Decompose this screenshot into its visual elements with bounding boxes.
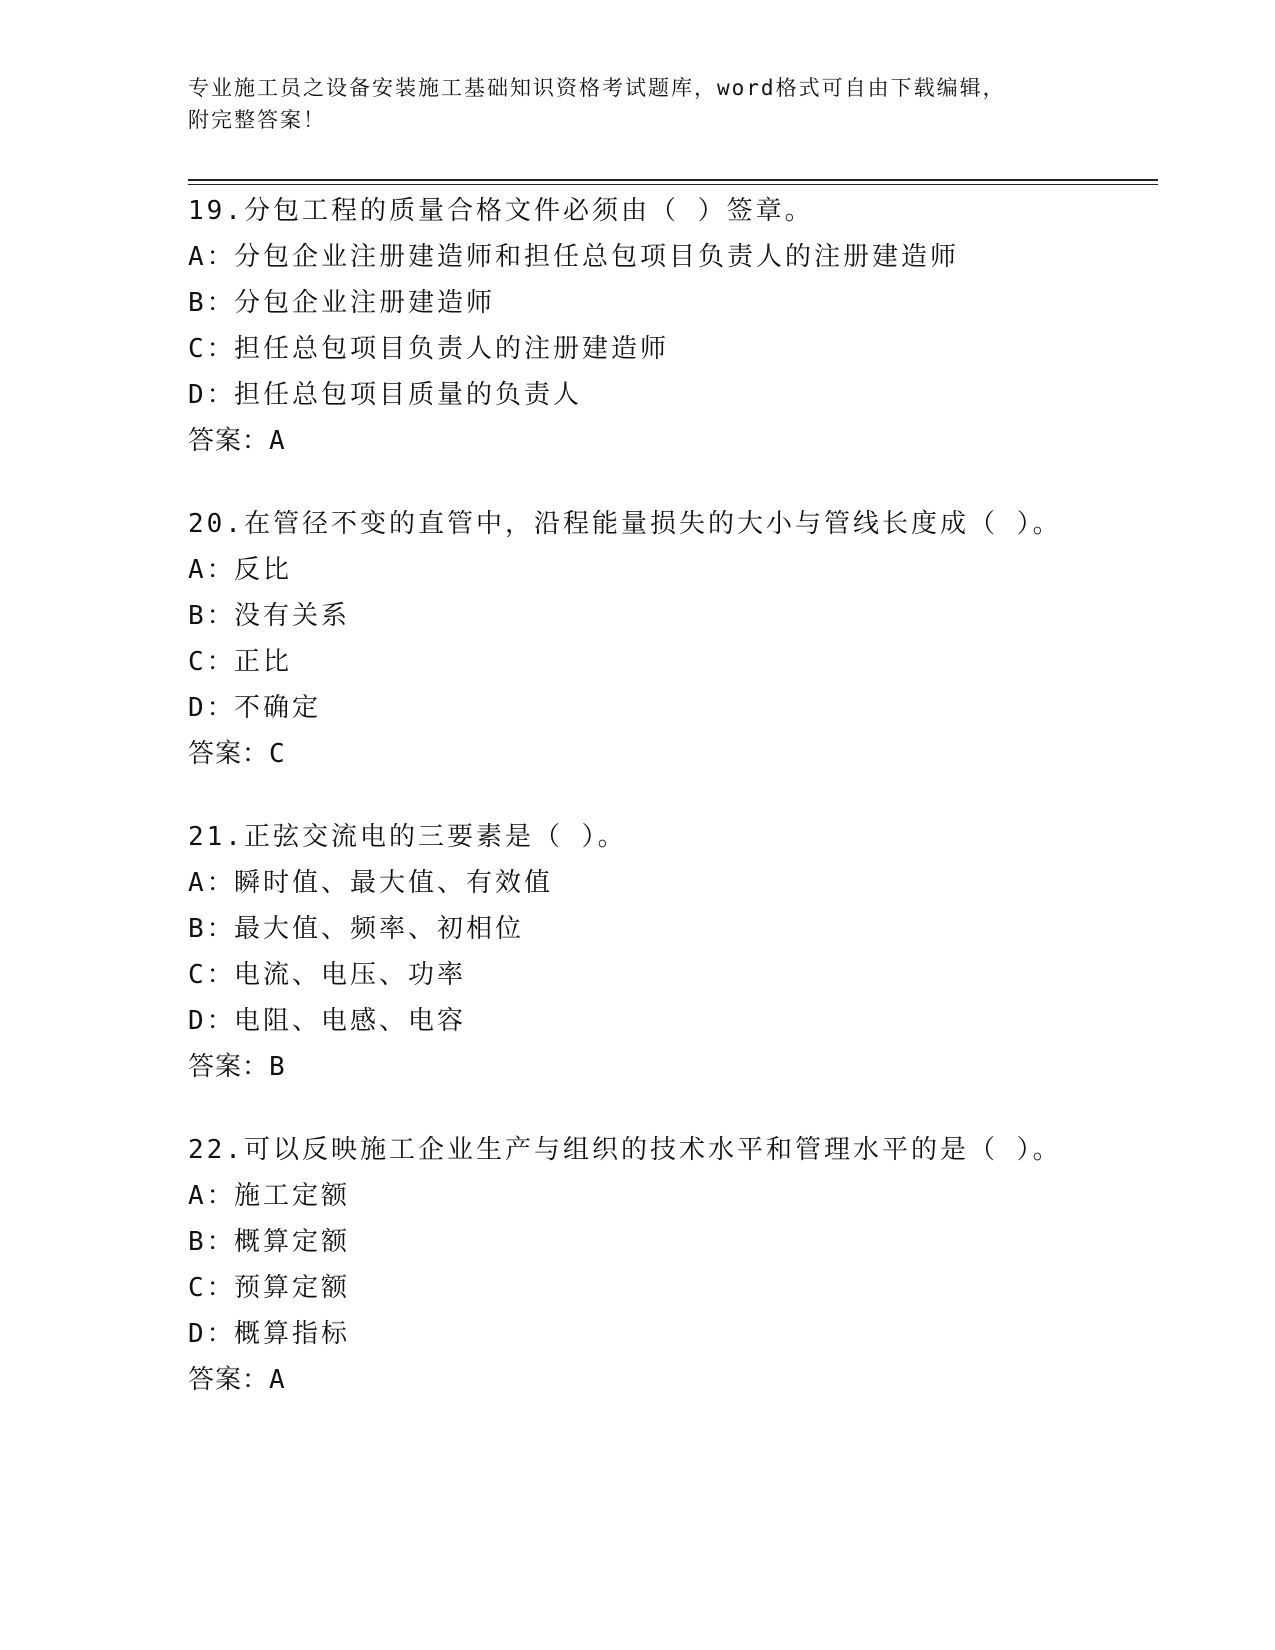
option-key: D： [188, 693, 236, 723]
option-text: 不确定 [234, 693, 322, 723]
answer-line: 答案：A [188, 426, 286, 456]
option-text: 概算定额 [234, 1227, 351, 1257]
option-key: C： [188, 334, 236, 364]
option-text: 正比 [234, 647, 293, 677]
header-line-2: 附完整答案！ [188, 108, 326, 132]
option-d [188, 372, 1158, 418]
option-a [188, 1173, 1158, 1219]
option-b [188, 280, 1158, 326]
option-b [188, 906, 1158, 952]
option-text: 担任总包项目质量的负责人 [234, 380, 583, 410]
question-stem: 20.在管径不变的直管中，沿程能量损失的大小与管线长度成（ ）。 [188, 509, 1062, 539]
option-key: B： [188, 1227, 236, 1257]
option-key: D： [188, 1006, 236, 1036]
option-b [188, 1219, 1158, 1265]
option-a [188, 860, 1158, 906]
option-text: 最大值、频率、初相位 [234, 914, 525, 944]
option-key: C： [188, 960, 236, 990]
question-stem: 22.可以反映施工企业生产与组织的技术水平和管理水平的是（ ）。 [188, 1135, 1062, 1165]
question-22 [188, 1127, 1158, 1403]
option-a [188, 234, 1158, 280]
option-key: C： [188, 1273, 236, 1303]
option-c [188, 1265, 1158, 1311]
option-a [188, 547, 1158, 593]
option-text: 担任总包项目负责人的注册建造师 [234, 334, 670, 364]
option-text: 反比 [234, 555, 293, 585]
option-text: 概算指标 [234, 1319, 351, 1349]
option-text: 分包企业注册建造师和担任总包项目负责人的注册建造师 [234, 242, 960, 272]
document-header [188, 72, 1088, 136]
option-text: 施工定额 [234, 1181, 351, 1211]
option-text: 分包企业注册建造师 [234, 288, 496, 318]
option-key: A： [188, 1181, 236, 1211]
option-d [188, 998, 1158, 1044]
option-key: D： [188, 1319, 236, 1349]
option-text: 电阻、电感、电容 [234, 1006, 467, 1036]
option-key: C： [188, 647, 236, 677]
answer-line: 答案：C [188, 739, 286, 769]
option-c [188, 326, 1158, 372]
answer-line: 答案：B [188, 1052, 286, 1082]
question-19 [188, 188, 1158, 464]
question-stem: 21.正弦交流电的三要素是（ ）。 [188, 822, 627, 852]
header-line-1: 专业施工员之设备安装施工基础知识资格考试题库，word格式可自由下载编辑， [188, 76, 1006, 100]
option-key: B： [188, 914, 236, 944]
option-d [188, 1311, 1158, 1357]
option-text: 瞬时值、最大值、有效值 [234, 868, 554, 898]
header-divider-thick [188, 179, 1158, 181]
question-21 [188, 814, 1158, 1090]
option-text: 预算定额 [234, 1273, 351, 1303]
question-stem: 19.分包工程的质量合格文件必须由（ ）签章。 [188, 196, 814, 226]
option-key: A： [188, 242, 236, 272]
option-d [188, 685, 1158, 731]
option-c [188, 952, 1158, 998]
option-key: B： [188, 601, 236, 631]
question-20 [188, 501, 1158, 777]
question-list [188, 188, 1158, 1440]
header-divider-thin [188, 184, 1158, 185]
option-text: 没有关系 [234, 601, 351, 631]
option-key: A： [188, 555, 236, 585]
option-text: 电流、电压、功率 [234, 960, 467, 990]
answer-line: 答案：A [188, 1365, 286, 1395]
option-c [188, 639, 1158, 685]
option-key: A： [188, 868, 236, 898]
option-b [188, 593, 1158, 639]
option-key: B： [188, 288, 236, 318]
option-key: D： [188, 380, 236, 410]
